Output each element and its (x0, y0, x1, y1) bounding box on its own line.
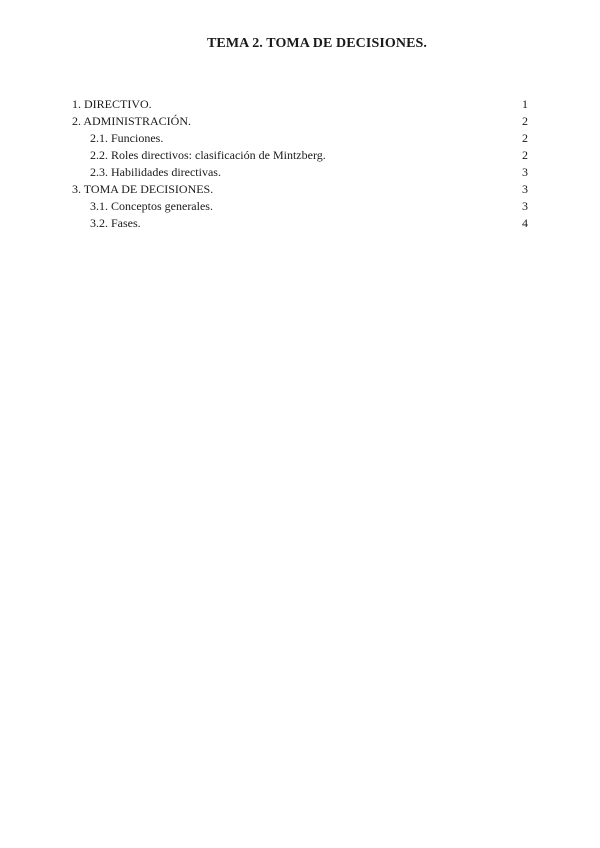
toc-entry-page: 4 (522, 216, 528, 230)
toc-entry-text: 3.1. Conceptos generales. (90, 199, 213, 213)
toc-entry-text: 3.2. Fases. (90, 216, 141, 230)
toc-entry-page: 2 (522, 114, 528, 128)
toc-entry-text: 2.1. Funciones. (90, 131, 164, 145)
toc-entry-page: 2 (522, 148, 528, 162)
toc-entry-page: 3 (522, 199, 528, 213)
toc-entry-text: 3. TOMA DE DECISIONES. (72, 182, 214, 196)
toc-entry-page: 1 (522, 97, 528, 111)
toc-entry[interactable] (72, 130, 528, 147)
toc-entry[interactable] (72, 113, 528, 130)
toc-entry[interactable] (72, 96, 528, 113)
toc-entry-page: 2 (522, 131, 528, 145)
toc-entry[interactable] (72, 215, 528, 232)
table-of-contents (72, 96, 528, 232)
toc-entry[interactable] (72, 164, 528, 181)
toc-entry-page: 3 (522, 165, 528, 179)
toc-entry[interactable] (72, 198, 528, 215)
toc-entry[interactable] (72, 147, 528, 164)
document-title: TEMA 2. TOMA DE DECISIONES. (206, 36, 427, 51)
toc-entry-text: 1. DIRECTIVO. (72, 97, 152, 111)
toc-entry-text: 2.2. Roles directivos: clasificación de Mintzberg. (90, 148, 326, 162)
toc-entry-text: 2.3. Habilidades directivas. (90, 165, 221, 179)
toc-entry-page: 3 (522, 182, 528, 196)
toc-entry-text: 2. ADMINISTRACIÓN. (72, 114, 192, 128)
toc-entry[interactable] (72, 181, 528, 198)
